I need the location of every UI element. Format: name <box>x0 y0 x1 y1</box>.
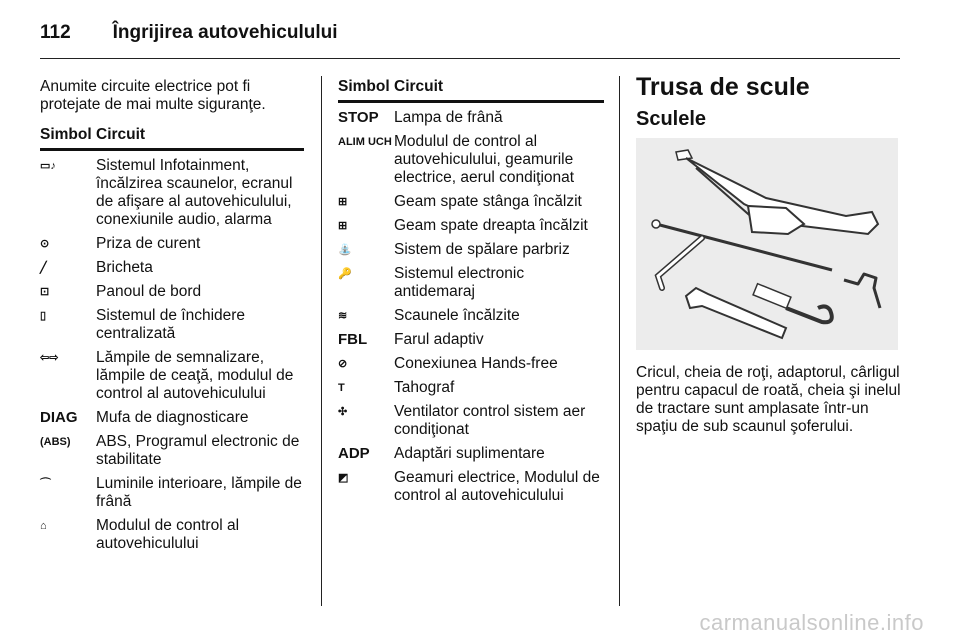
table-row <box>338 439 604 463</box>
table-row <box>338 463 604 505</box>
table-row <box>40 301 304 343</box>
table-row <box>338 187 604 211</box>
alim-uch-label: ALIM UCH <box>338 136 392 148</box>
instrument-panel-icon: ⊡ <box>40 286 50 298</box>
circuit-description: Lampa de frână <box>394 109 503 126</box>
tachograph-icon: T <box>338 382 345 394</box>
column-header-symbol: Simbol <box>338 78 394 102</box>
infotainment-icon: ▭♪ <box>40 160 56 172</box>
circuit-description: Sistemul Infotainment, încălzirea scaunelor, ecranul de afişare al autovehiculului, conexiunile audio, alarma <box>96 157 293 228</box>
table-row <box>338 102 604 128</box>
circuit-description: Bricheta <box>96 259 153 276</box>
washer-icon: ⛲ <box>338 244 352 256</box>
circuit-description: Geam spate dreapta încălzit <box>394 217 588 234</box>
header-rule <box>40 58 900 59</box>
column-header-symbol: Simbol <box>40 126 96 150</box>
circuit-description: Priza de curent <box>96 235 201 252</box>
circuit-description: Sistemul de închidere centralizată <box>96 307 246 342</box>
column-divider <box>321 76 322 606</box>
circuit-description: Scaunele încălzite <box>394 307 520 324</box>
rear-window-right-heat-icon: ⊞ <box>338 220 348 232</box>
table-row <box>40 277 304 301</box>
immobiliser-key-icon: 🔑 <box>338 268 352 280</box>
circuit-description: Mufa de diagnosticare <box>96 409 249 426</box>
table-row <box>338 259 604 301</box>
middle-column <box>338 78 604 505</box>
subsection-title: Sculele <box>636 108 707 130</box>
diag-label: DIAG <box>40 409 78 426</box>
table-row <box>40 150 304 230</box>
table-row <box>40 403 304 427</box>
circuit-description: ABS, Programul electronic de stabilitate <box>96 433 300 468</box>
page-number: 112 <box>40 22 71 43</box>
fuse-table-left <box>40 126 304 553</box>
circuit-description: Geam spate stânga încălzit <box>394 193 582 210</box>
table-row <box>338 373 604 397</box>
engine-control-icon: ⌂ <box>40 520 47 532</box>
toolkit-illustration-icon <box>636 138 898 350</box>
circuit-description: Conexiunea Hands-free <box>394 355 558 372</box>
circuit-description: Sistemul electronic antidemaraj <box>394 265 525 300</box>
stop-label: STOP <box>338 109 379 126</box>
column-header-circuit: Circuit <box>394 78 604 102</box>
table-row <box>40 469 304 511</box>
intro-text: Anumite circuite electrice pot fi protejate de mai multe siguranţe. <box>40 78 266 113</box>
page-title: Îngrijirea autovehiculului <box>112 22 338 43</box>
circuit-description: Geamuri electrice, Modulul de control al autovehiculului <box>394 469 600 504</box>
circuit-description: Modulul de control al autovehiculului, geamurile electrice, aerul condiţionat <box>394 133 575 186</box>
table-row <box>40 343 304 403</box>
circuit-description: Adaptări suplimentare <box>394 445 545 462</box>
watermark: carmanualsonline.info <box>699 610 924 635</box>
table-row <box>40 229 304 253</box>
table-row <box>338 211 604 235</box>
page-header <box>40 22 338 44</box>
toolkit-caption: Cricul, cheia de roţi, adaptorul, cârligul pentru capacul de roată, cheia şi inelul de tractare sunt amplasate într-un spaţiu de sub scaunul şoferului. <box>636 364 901 435</box>
rear-window-left-heat-icon: ⊞ <box>338 196 348 208</box>
circuit-description: Panoul de bord <box>96 283 202 300</box>
turn-signal-icon: ⇦⇨ <box>40 352 59 364</box>
table-row <box>338 325 604 349</box>
table-row <box>40 253 304 277</box>
circuit-description: Farul adaptiv <box>394 331 484 348</box>
table-row <box>338 301 604 325</box>
section-title: Trusa de scule <box>636 73 810 101</box>
left-column <box>40 78 304 553</box>
circuit-description: Modulul de control al autovehiculului <box>96 517 240 552</box>
circuit-description: Tahograf <box>394 379 455 396</box>
adp-label: ADP <box>338 445 370 462</box>
circuit-description: Sistem de spălare parbriz <box>394 241 570 258</box>
column-header-circuit: Circuit <box>96 126 304 150</box>
power-window-icon: ◩ <box>338 472 349 484</box>
table-row <box>338 235 604 259</box>
hands-free-icon: ⊘ <box>338 358 348 370</box>
circuit-description: Lămpile de semnalizare, lămpile de ceaţă, modulul de control al autovehiculului <box>96 349 294 402</box>
seat-heating-icon: ≋ <box>338 310 348 322</box>
abs-icon: (ABS) <box>40 436 71 448</box>
table-row <box>40 427 304 469</box>
circuit-description: Ventilator control sistem aer condiţionat <box>394 403 586 438</box>
circuit-description: Luminile interioare, lămpile de frână <box>96 475 302 510</box>
cigarette-lighter-icon: ╱ <box>40 262 47 274</box>
table-row <box>338 127 604 187</box>
fuse-table-middle <box>338 78 604 505</box>
right-column <box>636 73 902 436</box>
central-locking-icon: ▯ <box>40 310 47 322</box>
interior-light-icon: ⌒ <box>40 478 51 490</box>
fbl-label: FBL <box>338 331 368 348</box>
power-outlet-icon: ⊙ <box>40 238 50 250</box>
fan-icon: ✣ <box>338 406 348 418</box>
table-row <box>338 397 604 439</box>
table-row <box>338 349 604 373</box>
table-row <box>40 511 304 553</box>
column-divider <box>619 76 620 606</box>
